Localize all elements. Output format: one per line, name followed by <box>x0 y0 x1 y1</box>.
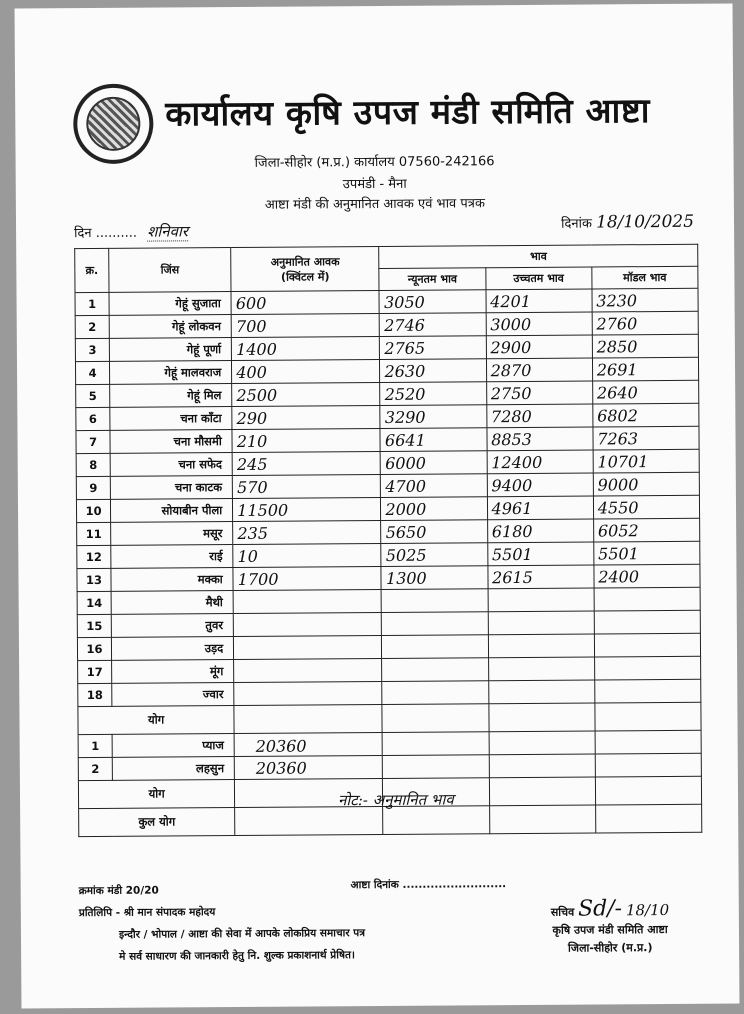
row-min: 6641 <box>380 428 486 452</box>
row-max <box>488 588 594 612</box>
header-arrival: अनुमानित आवक (क्विंटल में) <box>231 246 380 291</box>
row-max: 2900 <box>486 335 592 359</box>
mandi-logo <box>73 84 154 165</box>
row-arrival: 600 <box>231 290 379 314</box>
header-max: उच्चतम भाव <box>485 267 591 290</box>
grand-total-label: कुल योग <box>79 807 235 836</box>
veg-crop: प्याज <box>112 734 234 758</box>
row-max <box>488 657 594 681</box>
row-arrival: 700 <box>231 313 379 337</box>
office-address: जिला-सीहोर (म.प्र.) कार्यालय 07560-242166 <box>254 154 495 171</box>
row-model: 2640 <box>592 380 698 404</box>
ashta-date: आष्टा दिनांक .......................... <box>350 878 507 892</box>
row-model <box>595 679 701 703</box>
row-max <box>488 634 594 658</box>
row-sn: 7 <box>76 430 110 453</box>
row-sn: 12 <box>77 545 111 568</box>
row-sn: 2 <box>75 315 109 338</box>
day-field <box>74 221 188 242</box>
page-title: कार्यालय कृषि उपज मंडी समिति आष्टा <box>165 91 651 135</box>
row-max: 8853 <box>487 427 593 451</box>
row-model <box>594 587 700 611</box>
veg-sn: 2 <box>78 757 112 780</box>
row-arrival <box>233 612 381 636</box>
row-crop: मूंग <box>112 660 234 684</box>
day-label: दिन .......... <box>74 225 138 242</box>
row-crop: गेहूं मालवराज <box>110 361 232 385</box>
row-model: 2850 <box>592 334 698 358</box>
row-sn: 1 <box>75 292 109 315</box>
row-min: 2765 <box>380 336 486 360</box>
row-min <box>382 635 488 659</box>
copy-line2: मे सर्व साधारण की जानकारी हेतु नि. शुल्क प्रकाशनार्थ प्रेषित। <box>119 949 356 963</box>
sub-mandi: उपमंडी - मैना <box>342 176 407 193</box>
header-model: मॉडल भाव <box>592 266 698 289</box>
row-min: 6000 <box>381 451 487 475</box>
report-title: आष्टा मंडी की अनुमानित आवक एवं भाव पत्रक <box>264 196 485 213</box>
row-arrival: 400 <box>232 359 380 383</box>
row-arrival: 2500 <box>232 382 380 406</box>
total-value <box>234 704 382 733</box>
row-sn: 17 <box>78 660 112 683</box>
row-crop: चना कॉंटा <box>110 407 232 431</box>
row-min: 2520 <box>380 382 486 406</box>
row-max: 4201 <box>486 289 592 313</box>
row-model: 3230 <box>592 288 698 312</box>
row-min <box>382 658 488 682</box>
row-arrival <box>233 589 381 613</box>
row-crop: चना काटक <box>110 476 232 500</box>
row-max: 2750 <box>486 381 592 405</box>
ref-number: क्रमांक मंडी 20/20 <box>78 884 159 898</box>
row-model: 6802 <box>593 403 699 427</box>
row-crop: चना मौसमी <box>110 430 232 454</box>
copy-to: प्रतिलिपि - श्री मान संपादक महोदय <box>78 906 216 920</box>
row-crop: ज्वार <box>112 683 234 707</box>
row-max: 6180 <box>487 519 593 543</box>
day-value: शनिवार <box>147 222 189 241</box>
row-sn: 4 <box>75 361 109 384</box>
row-arrival: 570 <box>233 474 381 498</box>
row-min: 1300 <box>381 566 487 590</box>
row-max: 7280 <box>486 404 592 428</box>
row-crop: मसूर <box>111 522 233 546</box>
row-arrival: 1400 <box>232 336 380 360</box>
row-model: 5501 <box>594 541 700 565</box>
sig-org: कृषि उपज मंडी समिति आष्टा <box>552 922 668 937</box>
row-max: 2870 <box>486 358 592 382</box>
row-max: 2615 <box>488 565 594 589</box>
row-crop: तुवर <box>111 614 233 638</box>
row-max: 4961 <box>487 496 593 520</box>
row-arrival: 1700 <box>233 566 381 590</box>
row-arrival: 10 <box>233 543 381 567</box>
row-sn: 18 <box>78 683 112 706</box>
row-min: 5025 <box>381 543 487 567</box>
row-sn: 14 <box>77 591 111 614</box>
row-min: 2000 <box>381 497 487 521</box>
row-model <box>594 633 700 657</box>
row-model: 10701 <box>593 449 699 473</box>
row-min <box>382 612 488 636</box>
row-crop: गेहूं पूर्णा <box>109 338 231 362</box>
row-arrival: 11500 <box>233 497 381 521</box>
veg-crop: लहसुन <box>112 757 234 781</box>
row-crop: उड़द <box>111 637 233 661</box>
row-model: 4550 <box>593 495 699 519</box>
row-crop: सोयाबीन पीला <box>110 499 232 523</box>
date-label: दिनांक <box>561 216 592 232</box>
document-sheet <box>15 4 740 1009</box>
handwritten-total: 20360 <box>255 736 307 756</box>
row-sn: 3 <box>75 338 109 361</box>
row-max: 3000 <box>486 312 592 336</box>
row-model: 9000 <box>593 472 699 496</box>
total-label: योग <box>78 706 234 735</box>
row-arrival <box>234 681 382 705</box>
veg-total-label: योग <box>78 780 234 809</box>
row-sn: 16 <box>77 637 111 660</box>
row-arrival: 290 <box>232 405 380 429</box>
row-sn: 9 <box>76 476 110 499</box>
header-price: भाव <box>379 244 698 268</box>
row-max <box>488 611 594 635</box>
header-min: न्यूनतम भाव <box>379 268 485 291</box>
row-arrival: 245 <box>232 451 380 475</box>
row-model: 2760 <box>592 311 698 335</box>
signature: Sd/- <box>577 896 623 922</box>
sig-date: 18/10 <box>625 900 670 920</box>
signature-block <box>550 896 670 958</box>
handwritten-total-2: 20360 <box>255 758 307 778</box>
sig-prefix: सचिव <box>550 905 575 919</box>
row-min: 4700 <box>381 474 487 498</box>
handwritten-note: नोट:- अनुमानित भाव <box>337 790 454 810</box>
row-arrival <box>234 635 382 659</box>
footer-left <box>79 878 366 968</box>
row-max: 9400 <box>487 473 593 497</box>
row-sn: 15 <box>77 614 111 637</box>
row-sn: 13 <box>77 568 111 591</box>
row-min: 3050 <box>379 290 485 314</box>
row-model <box>594 610 700 634</box>
row-min <box>382 681 488 705</box>
sig-district: जिला-सीहोर (म.प्र.) <box>567 941 653 955</box>
row-crop: गेहूं मिल <box>110 384 232 408</box>
row-min: 3290 <box>380 405 486 429</box>
row-arrival: 235 <box>233 520 381 544</box>
row-max <box>488 680 594 704</box>
row-sn: 6 <box>76 407 110 430</box>
row-sn: 11 <box>77 522 111 545</box>
row-sn: 10 <box>76 499 110 522</box>
row-crop: गेहूं सुजाता <box>109 292 231 316</box>
header-crop: जिंस <box>109 248 231 293</box>
row-min: 2630 <box>380 359 486 383</box>
row-crop: गेहूं लोकवन <box>109 315 231 339</box>
date-field <box>561 212 694 233</box>
row-model: 2691 <box>592 357 698 381</box>
row-crop: मैथी <box>111 591 233 615</box>
copy-line1: इन्दौर / भोपाल / आष्टा की सेवा में आपके लोकप्रिय समाचार पत्र <box>118 927 366 941</box>
row-arrival: 210 <box>232 428 380 452</box>
row-min: 5650 <box>381 520 487 544</box>
row-min <box>382 589 488 613</box>
row-max: 12400 <box>487 450 593 474</box>
row-model: 2400 <box>594 564 700 588</box>
row-min: 2746 <box>380 313 486 337</box>
veg-sn: 1 <box>78 734 112 757</box>
row-sn: 5 <box>76 384 110 407</box>
row-model: 6052 <box>593 518 699 542</box>
row-sn: 8 <box>76 453 110 476</box>
row-max: 5501 <box>487 542 593 566</box>
row-arrival <box>234 658 382 682</box>
row-model: 7263 <box>593 426 699 450</box>
date-value: 18/10/2025 <box>595 211 695 233</box>
header-sn: क्र. <box>75 248 109 292</box>
row-crop: चना सफेद <box>110 453 232 477</box>
row-crop: मक्का <box>111 568 233 592</box>
price-table <box>74 244 702 837</box>
row-model <box>594 656 700 680</box>
row-crop: राई <box>111 545 233 569</box>
